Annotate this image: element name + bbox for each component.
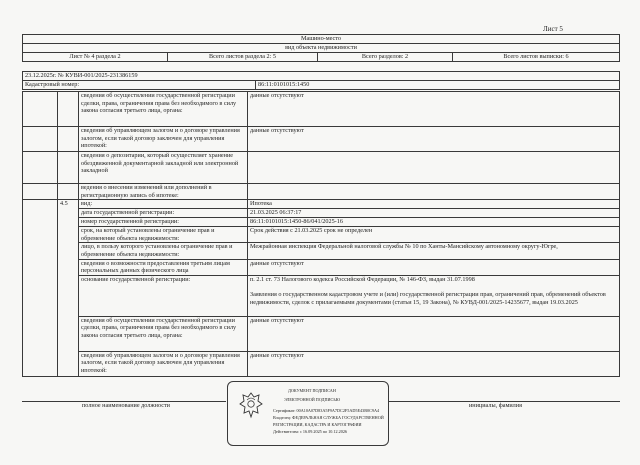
record-value: данные отсутствуют: [248, 259, 620, 275]
type-value: Ипотека: [248, 200, 620, 209]
section-number: 4.5: [58, 200, 79, 377]
spacer-cell: [58, 152, 79, 184]
record-value: [248, 152, 620, 184]
stamp-line-6: Действителен: с 16.09.2025 по 10.12.2026: [273, 429, 348, 434]
name-label: инициалы, фамилия: [469, 402, 522, 409]
stamp-line-2: ЭЛЕКТРОННОЙ ПОДПИСЬЮ: [284, 397, 341, 402]
total-sections: Всего разделов: 2: [318, 53, 453, 62]
spacer-cell: [58, 184, 79, 200]
stamp-line-5: РЕГИСТРАЦИИ, КАДАСТРА И КАРТОГРАФИИ: [273, 422, 362, 427]
basis-label: основание государственной регистрации:: [79, 275, 248, 316]
stamp-line-3: Сертификат: 00A10A07D83A5F9A7DC2F5AD5E43B0C9A4: [273, 408, 380, 413]
record-label: сведения о депозитарии, который осуществляет хранение обездвиженной документарной закладной или электронной закладной: [79, 152, 248, 184]
total-sheets-section: Всего листов раздела 2: 5: [168, 53, 318, 62]
record-label: срок, на который установлены ограничение прав и обременение объекта недвижимости:: [79, 227, 248, 243]
stamp-line-4: Владелец: ФЕДЕРАЛЬНАЯ СЛУЖБА ГОСУДАРСТВЕННОЙ: [273, 415, 384, 420]
record-value: Срок действия с 21.03.2025 срок не определен: [248, 227, 620, 243]
record-value: 86:11:0101015:1450-86/041/2025-16: [248, 218, 620, 227]
spacer-cell: [58, 92, 79, 127]
coat-of-arms-icon: [238, 390, 264, 425]
record-value: Межрайонная инспекция Федеральной налоговой службы № 10 по Ханты-Мансийскому автономному округу-Югре,: [248, 243, 620, 259]
section-sheet: Лист № 4 раздела 2: [23, 53, 168, 62]
record-label: сведения об управляющем залогом и о договоре управления залогом, если такой договор заключен для управления ипотекой:: [79, 127, 248, 152]
records-table: [22, 91, 620, 377]
record-label: номер государственной регистрации:: [79, 218, 248, 227]
spacer-cell: [58, 127, 79, 152]
cadastral-value: 86:11:0101015:1450: [256, 81, 620, 90]
record-label: сведения об осуществлении государственной регистрации сделки, права, ограничения права без необходимого в силу закона согласия третьего лица, органа:: [79, 316, 248, 351]
record-label: ведения о внесении изменений или дополнений в регистрационную запись об ипотеке:: [79, 184, 248, 200]
object-title: Машино-место: [23, 35, 620, 44]
record-value: данные отсутствуют: [248, 127, 620, 152]
record-label: сведения об осуществлении государственной регистрации сделки, права, ограничения права без необходимого в силу закона согласия третьего лица, органа:: [79, 92, 248, 127]
electronic-signature-stamp: [227, 381, 389, 446]
record-value: данные отсутствуют: [248, 316, 620, 351]
record-value: данные отсутствуют: [248, 92, 620, 127]
cadastral-label: Кадастровый номер:: [23, 81, 256, 90]
object-subtitle: вид объекта недвижимости: [23, 44, 620, 53]
basis-value-1: п. 2.1 ст. 73 Налогового кодекса Российской Федерации, № 146-ФЗ, выдан 31.07.1998: [250, 275, 475, 283]
record-value: [248, 184, 620, 200]
record-label: дата государственной регистрации:: [79, 209, 248, 218]
record-label: сведения об управляющем залогом и о договоре управления залогом, если такой договор заключен для управления ипотекой:: [79, 351, 248, 376]
spacer-cell: [23, 200, 58, 377]
record-value: 21.03.2025 06:37:17: [248, 209, 620, 218]
spacer-cell: [23, 92, 58, 127]
position-label: полное наименование должности: [82, 402, 170, 409]
stamp-line-1: ДОКУМЕНТ ПОДПИСАН: [288, 388, 336, 393]
basis-value-2: Заявления о государственном кадастровом учете и (или) государственной регистрации прав, ограничений прав, обременений объектов недвижимости, сделок с прилагаемыми документами (статьи 15, 19 Закона), № КУВД-001/2025-14235677, выдан 19.03.2025: [250, 291, 606, 306]
header-table: [22, 34, 620, 62]
extract-number: 23.12.2025г. № КУВИ-001/2025-231386159: [23, 72, 620, 81]
record-label: лицо, в пользу которого установлены ограничение прав и обременение объекта недвижимости:: [79, 243, 248, 259]
spacer-cell: [23, 127, 58, 152]
total-sheets-extract: Всего листов выписки: 6: [453, 53, 620, 62]
record-label: сведения о возможности предоставления третьим лицам персональных данных физического лица: [79, 259, 248, 275]
basis-value: [248, 275, 620, 316]
extract-number-table: [22, 71, 620, 90]
sheet-number: Лист 5: [543, 25, 563, 33]
spacer-cell: [23, 184, 58, 200]
spacer-cell: [23, 152, 58, 184]
record-value: данные отсутствуют: [248, 351, 620, 376]
type-label: вид:: [79, 200, 248, 209]
